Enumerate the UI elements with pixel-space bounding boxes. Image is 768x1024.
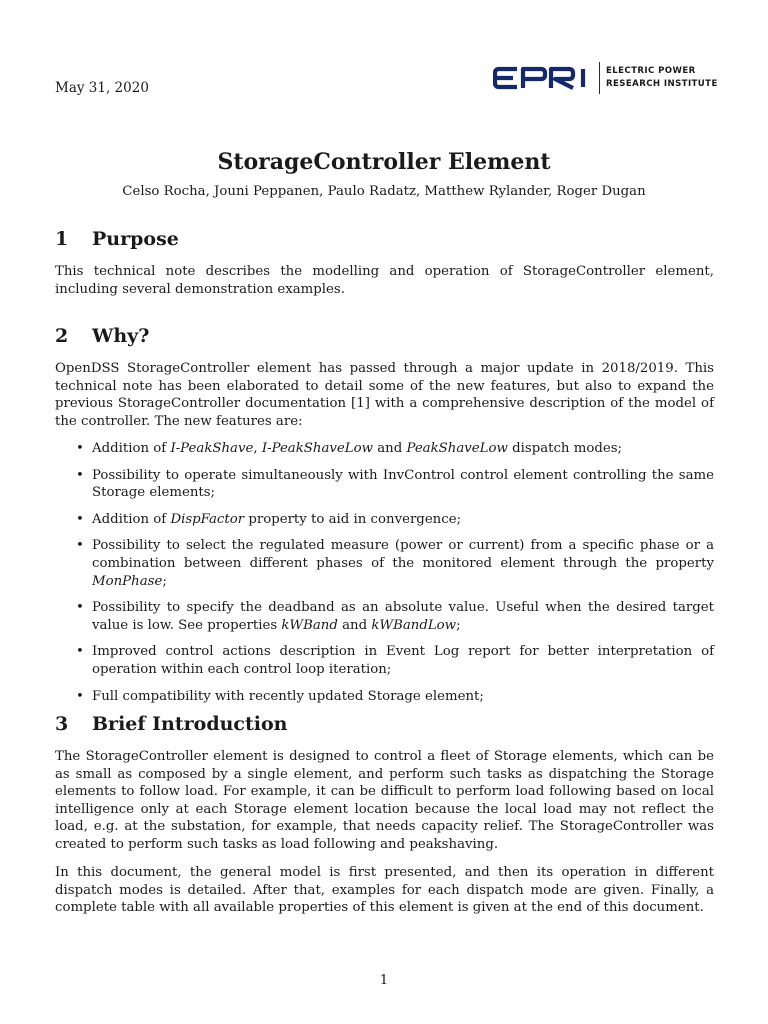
list-item: • Full compatibility with recently updated Storage element; (76, 688, 484, 704)
bullet-marker: • (76, 600, 84, 616)
section-heading-brief-introduction (55, 713, 287, 735)
intro-paragraph-2: In this document, the general model is first presented, and then its operation in different dispatch modes is detailed. After that, examples for each dispatch mode are given. Finally, a complete table with all available properties of this element is given at the end of this document. (55, 865, 714, 916)
new-features-list (55, 440, 714, 714)
list-item: • Possibility to operate simultaneously with InvControl control element controlling the same Storage elements; (76, 467, 714, 501)
why-intro-paragraph: OpenDSS StorageController element has passed through a major update in 2018/2019. This technical note has been elaborated to detail some of the new features, but also to expand the previous StorageController documentation [1] with a comprehensive description of the model of the controller. The new features are: (55, 361, 714, 429)
list-item: • Improved control actions description in Event Log report for better interpretation of operation within each control loop iteration; (76, 644, 714, 677)
section-title: Brief Introduction (92, 713, 288, 735)
logo-tagline (606, 65, 718, 91)
bullet-marker: • (76, 467, 84, 483)
bullet-marker: • (76, 688, 84, 704)
section-title: Why? (92, 325, 150, 347)
section-title: Purpose (92, 228, 179, 250)
section-number: 2 (55, 325, 69, 347)
author-list: Celso Rocha, Jouni Peppanen, Paulo Radatz, Matthew Rylander, Roger Dugan (122, 184, 646, 199)
list-item: • Possibility to specify the deadband as an absolute value. Useful when the desired target value is low. See properties kWBand and kWBandLow; (76, 600, 714, 633)
list-item: • Possibility to select the regulated measure (power or current) from a specific phase or a combination between different phases of the monitored element through the property MonPhase; (76, 538, 714, 589)
list-item: • Addition of I-PeakShave, I-PeakShaveLow and PeakShaveLow dispatch modes; (76, 441, 623, 456)
bullet-marker: • (76, 644, 84, 660)
bullet-marker: • (76, 511, 84, 527)
bullet-marker: • (76, 441, 84, 456)
section-heading-purpose (55, 228, 179, 250)
bullet-marker: • (76, 538, 84, 554)
logo-tagline-line-1: ELECTRIC POWER (606, 66, 696, 76)
epri-logo (493, 60, 718, 96)
logo-divider (599, 62, 600, 94)
epri-logo-wordmark (493, 66, 595, 90)
section-number: 3 (55, 713, 69, 735)
document-title: StorageController Element (217, 149, 551, 175)
section-number: 1 (55, 228, 69, 250)
purpose-paragraph: This technical note describes the modelling and operation of StorageController element, including several demonstration examples. (55, 264, 714, 297)
intro-paragraph-1: The StorageController element is designed to control a fleet of Storage elements, which can be as small as composed by a single element, and perform such tasks as dispatching the Storage elements to follow load. For example, it can be difficult to perform load following based on local intelligence only at each Storage element location because the local load may not reflect the load, e.g. at the substation, for example, that needs capacity relief. The StorageController was created to perform such tasks as load following and peakshaving. (55, 749, 714, 852)
list-item: • Addition of DispFactor property to aid in convergence; (76, 511, 462, 527)
logo-tagline-line-2: RESEARCH INSTITUTE (606, 79, 718, 89)
page-number: 1 (379, 973, 389, 988)
section-heading-why (55, 325, 149, 347)
document-date: May 31, 2020 (55, 80, 149, 96)
